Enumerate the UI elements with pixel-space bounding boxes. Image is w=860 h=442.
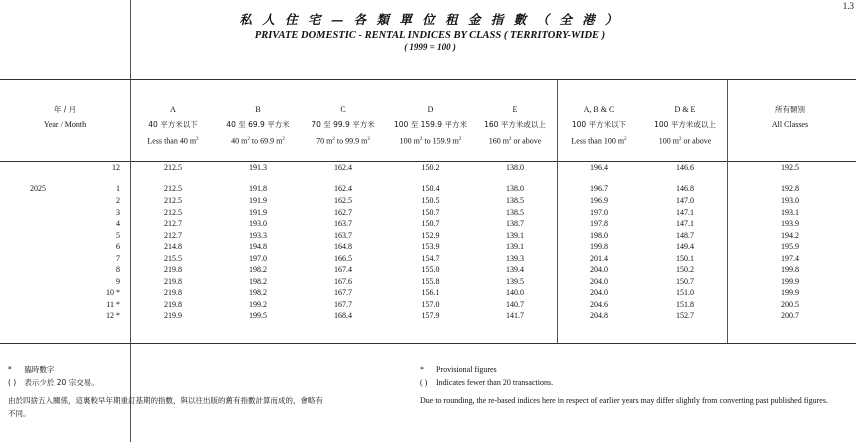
table-cell: 204.8 [590,311,608,320]
table-cell: 150.1 [676,253,694,263]
header-letter: A, B & C [583,105,615,114]
table-cell: 139.1 [506,242,524,251]
table-cell: 193.0 [249,219,267,228]
header-class-d [388,80,473,161]
title-english: PRIVATE DOMESTIC - RENTAL INDICES BY CLASS ( TERRITORY-WIDE ) [254,30,606,41]
table-cell: 212.5 [164,184,182,193]
table-cell: 139.5 [506,276,524,286]
table-cell: 167.7 [334,299,352,309]
table-cell: 139.4 [506,265,524,274]
table-cell: 138.5 [506,207,524,217]
note-text: Provisional figures [436,365,497,374]
header-zh: 100 至 159.9 平方米 [394,120,467,129]
table-cell: 167.7 [334,288,352,297]
row-month: 3 [116,207,120,217]
header-all-classes [730,80,850,161]
table-cell: 212.7 [164,219,182,228]
header-class-b [218,80,298,161]
header-year-month [0,80,130,161]
table-cell: 166.5 [334,253,352,263]
table-cell: 199.8 [781,265,799,274]
table-cell: 162.4 [334,163,352,172]
table-cell: 148.7 [676,230,694,240]
table-row [0,163,856,175]
header-zh: 70 至 99.9 平方米 [311,120,375,129]
table-cell: 140.7 [506,299,524,309]
header-class-c [303,80,383,161]
table-cell: 193.0 [781,196,799,205]
table-cell: 152.7 [676,311,694,320]
table-cell: 219.8 [164,276,182,286]
table-cell: 150.5 [421,196,440,205]
note-paragraph: 由於四捨五入關係，這裏較早年期重訂基期的指數，與以往出版的舊有指數計算而成的，會略有不同。 [8,396,323,418]
row-month: 1 [116,184,120,193]
table-cell: 191.9 [249,196,267,205]
table-cell: 150.7 [421,207,440,217]
header-letter: B [255,105,261,114]
header-letter: 所有類別 [775,105,805,114]
table-cell: 140.0 [506,288,524,297]
table-cell: 201.4 [590,253,608,263]
table-cell: 155.0 [421,265,440,274]
table-cell: 151.0 [676,288,694,297]
table-cell: 138.0 [506,184,524,193]
table-cell: 151.8 [676,299,694,309]
header-zh: 100 平方米以下 [571,120,627,129]
note-text: 表示少於 20 宗交易。 [24,377,99,387]
table-cell: 162.4 [334,184,352,193]
table-cell: 194.2 [781,230,799,240]
table-row [0,265,856,277]
table-cell: 147.1 [676,207,694,217]
note-symbol: ( ) [8,377,17,387]
note-text: 臨時數字 [24,365,55,374]
header-class-a [133,80,213,161]
header-en: Less than 100 $m^2$ [571,136,627,146]
table-cell: 146.6 [676,163,694,172]
table-cell: 157.9 [421,311,440,320]
title-chinese: 私 人 住 宅 — 各 類 單 位 租 金 指 數 （ 全 港 ） [239,12,621,27]
table-cell: 150.7 [421,219,440,228]
table-header [0,79,856,162]
table-cell: 197.4 [781,253,799,263]
title-block [130,10,730,52]
table-row [0,311,856,323]
table-cell: 197.0 [590,207,608,217]
table-cell: 150.7 [676,276,694,286]
title-base-year: ( 1999 = 100 ) [404,42,456,52]
table-cell: 162.7 [334,207,352,217]
header-class-e [475,80,555,161]
notes-chinese [8,364,328,420]
header-en: 100 $m^2$ or above [658,136,712,146]
row-month: 2 [116,196,120,205]
row-month: 7 [116,253,120,263]
table-cell: 157.0 [421,299,440,309]
table-cell: 219.8 [164,288,182,297]
table-cell: 212.7 [164,230,182,240]
table-cell: 168.4 [334,311,352,320]
note-symbol: ( ) [420,377,428,387]
table-cell: 199.9 [781,276,799,286]
table-cell: 198.0 [590,230,608,240]
table-cell: 199.2 [249,299,267,309]
table-cell: 198.2 [249,265,267,274]
table-cell: 204.6 [590,299,608,309]
table-cell: 191.9 [249,207,267,217]
notes-english [420,364,850,408]
table-cell: 163.7 [334,219,352,228]
table-cell: 197.8 [590,219,608,228]
header-en: 100 $m^2$ to 159.9 $m^2$ [399,136,462,146]
header-letter: E [512,105,518,114]
header-letter: A [170,105,176,114]
header-year-month-en: Year / Month [43,120,87,129]
table-cell: 193.9 [781,219,799,228]
table-row [0,277,856,289]
table-row [0,208,856,220]
table-cell: 141.7 [506,311,524,320]
table-cell: 204.0 [590,276,608,286]
table-cell: 150.2 [676,265,694,274]
row-month: 4 [116,219,120,228]
table-cell: 150.2 [421,163,440,172]
table-cell: 200.5 [781,299,799,309]
note-symbol: * [8,365,12,374]
header-letter: C [340,105,346,114]
header-en: 160 $m^2$ or above [488,136,542,146]
table-cell: 154.7 [421,253,440,263]
header-zh: 40 至 69.9 平方米 [226,120,290,129]
table-row [0,219,856,231]
row-month: 12 [112,163,120,172]
table-cell: 150.4 [421,184,440,193]
note-paragraph: Due to rounding, the re-based indices here in respect of earlier years may differ slightly from converting past published figures. [420,396,828,405]
table-cell: 152.9 [421,230,440,240]
table-cell: 164.8 [334,242,352,251]
header-class-de [645,80,725,161]
table-cell: 193.1 [781,207,799,217]
table-cell: 198.2 [249,276,267,286]
table-cell: 219.8 [164,265,182,274]
table-cell: 138.0 [506,163,524,172]
table-cell: 196.9 [590,196,608,205]
table-cell: 149.4 [676,242,694,251]
table-cell: 198.2 [249,288,267,297]
table-cell: 204.0 [590,265,608,274]
table-row [0,231,856,243]
table-cell: 139.1 [506,230,524,240]
row-month: 8 [116,265,120,274]
table-cell: 192.5 [781,163,799,172]
row-month: 5 [116,230,120,240]
header-year-month-zh: 年 / 月 [53,105,77,114]
header-zh: 100 平方米或以上 [654,120,716,129]
table-cell: 138.7 [506,219,524,228]
table-cell: 147.0 [676,196,694,205]
header-letter: D & E [674,105,696,114]
table-cell: 214.8 [164,242,182,251]
table-row [0,300,856,312]
table-cell: 199.5 [249,311,267,320]
table-cell: 204.0 [590,288,608,297]
table-cell: 199.9 [781,288,799,297]
row-year: 2025 [30,184,46,193]
table-row [0,196,856,208]
table-bottom-rule [0,343,856,344]
row-month: 9 [116,276,120,286]
table-cell: 167.6 [334,276,352,286]
table-cell: 212.5 [164,196,182,205]
table-row [0,242,856,254]
table-cell: 155.8 [421,276,440,286]
table-cell: 147.1 [676,219,694,228]
table-cell: 191.8 [249,184,267,193]
table-cell: 191.3 [249,163,267,172]
header-zh: 40 平方米以下 [148,120,198,129]
header-zh: 160 平方米或以上 [484,120,546,129]
row-month: 12 * [106,311,120,320]
table-cell: 196.4 [590,163,608,172]
table-cell: 196.7 [590,184,608,193]
table-cell: 162.5 [334,196,352,205]
table-cell: 156.1 [421,288,440,297]
table-row [0,288,856,300]
table-cell: 192.8 [781,184,799,193]
table-cell: 139.3 [506,253,524,263]
row-month: 11 * [106,299,120,309]
header-en: 70 $m^2$ to 99.9 $m^2$ [316,136,370,146]
table-body [0,160,856,343]
header-en: 40 $m^2$ to 69.9 $m^2$ [231,136,285,146]
table-row [0,184,856,196]
table-cell: 219.9 [164,311,182,320]
table-cell: 167.4 [334,265,352,274]
table-cell: 163.7 [334,230,352,240]
note-text: Indicates fewer than 20 transactions. [436,377,554,387]
table-cell: 138.5 [506,196,524,205]
table-cell: 212.5 [164,207,182,217]
note-symbol: * [420,365,424,374]
header-en: All Classes [771,120,809,129]
table-row [0,254,856,266]
table-cell: 219.8 [164,299,182,309]
table-cell: 212.5 [164,163,182,172]
table-cell: 194.8 [249,242,267,251]
table-cell: 193.3 [249,230,267,240]
table-cell: 215.5 [164,253,182,263]
header-en: Less than 40 $m^2$ [147,136,199,146]
header-class-abc [560,80,638,161]
table-cell: 153.9 [421,242,440,251]
page-number: 1.3 [842,1,854,11]
table-cell: 197.0 [249,253,267,263]
header-letter: D [427,105,434,114]
table-cell: 199.8 [590,242,608,251]
table-cell: 200.7 [781,311,799,320]
row-month: 10 * [106,288,120,297]
table-cell: 195.9 [781,242,799,251]
table-cell: 146.8 [676,184,694,193]
row-month: 6 [116,242,120,251]
